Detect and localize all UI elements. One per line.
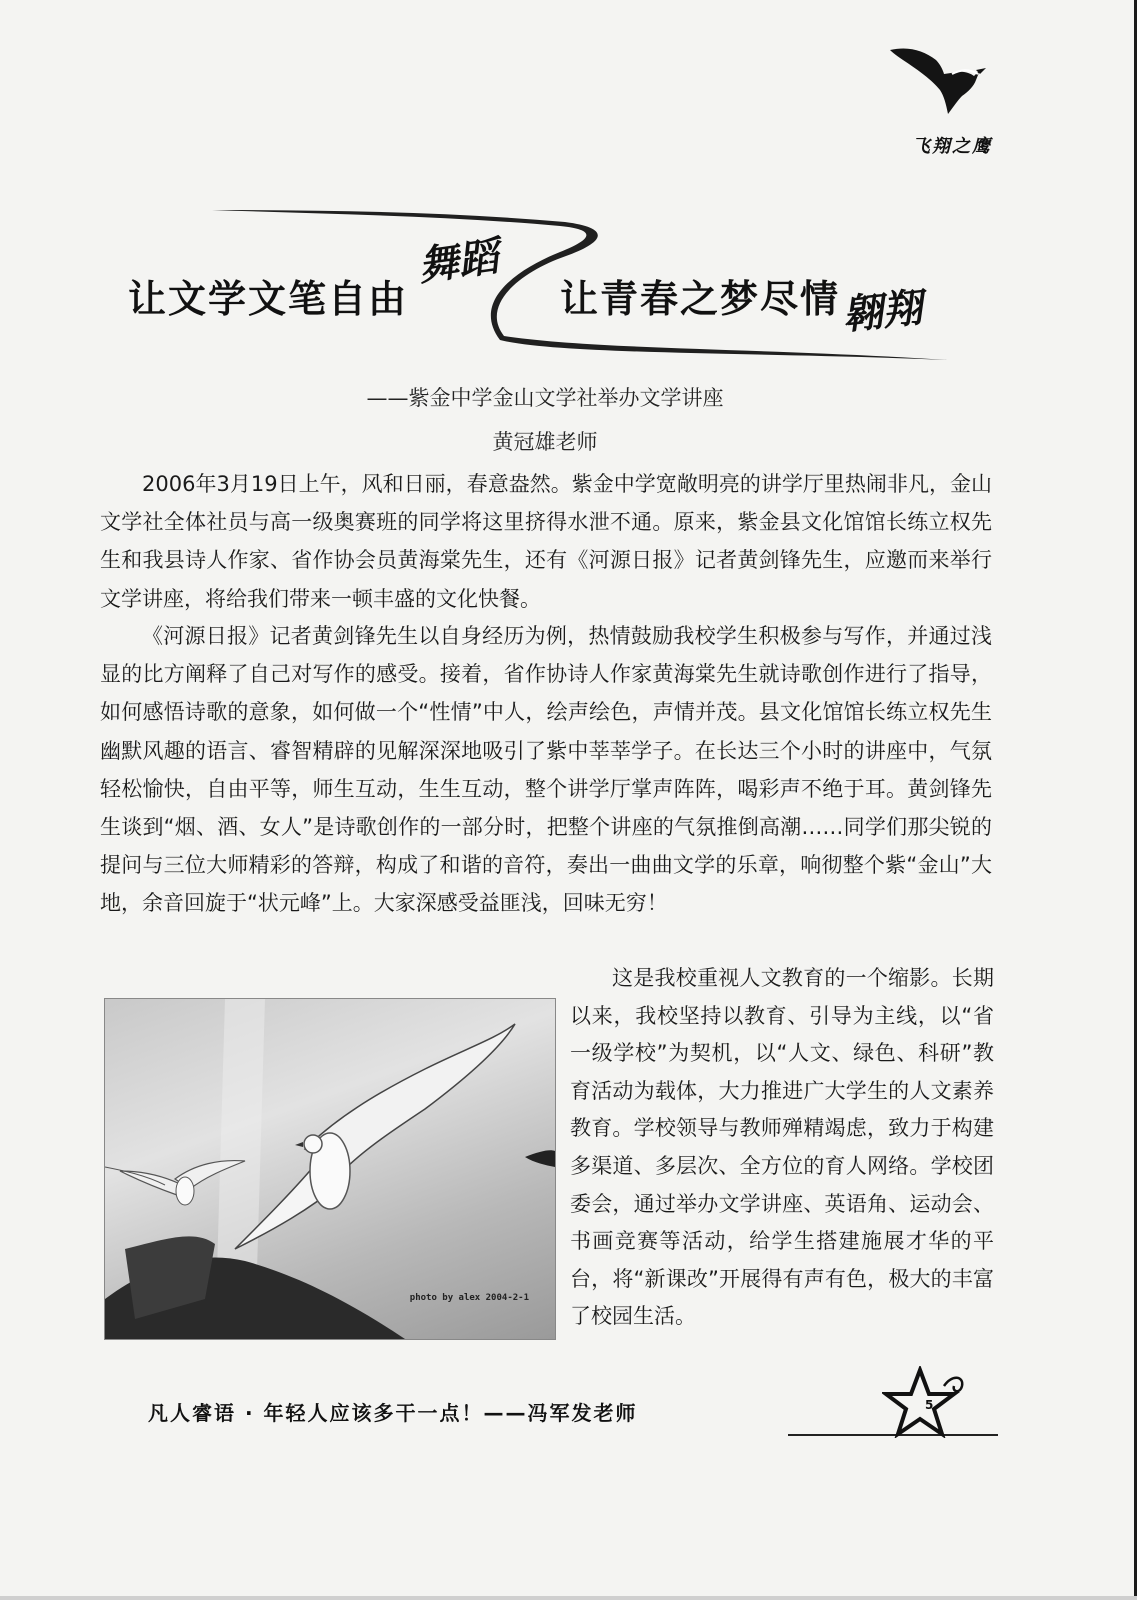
paragraph-2: 《河源日报》记者黄剑锋先生以自身经历为例，热情鼓励我校学生积极参与写作，并通过浅显的比方阐释了自己对写作的感受。接着，省作协诗人作家黄海棠先生就诗歌创作进行了指导，如何感悟诗歌的意象，如何做一个“性情”中人，绘声绘色，声情并茂。县文化馆馆长练立权先生幽默风趣的语言、睿智精辟的见解深深地吸引了紫中莘莘学子。在长达三个小时的讲座中，气氛轻松愉快，自由平等，师生互动，生生互动，整个讲学厅掌声阵阵，喝彩声不绝于耳。黄剑锋先生谈到“烟、酒、女人”是诗歌创作的一部分时，把整个讲座的气氛推倒高潮……同学们那尖锐的提问与三位大师精彩的答辩，构成了和谐的音符，奏出一曲曲文学的乐章，响彻整个紫“金山”大地，余音回旋于“状元峰”上。大家深感受益匪浅，回味无穷！ (100, 624, 992, 916)
paragraph-3: 这是我校重视人文教育的一个缩影。长期以来，我校坚持以教育、引导为主线，以“省一级学校”为契机，以“人文、绿色、科研”教育活动为载体，大力推进广大学生的人文素养教育。学校领导与教师殚精竭虑，致力于构建多渠道、多层次、全方位的育人网络。学校团委会，通过举办文学讲座、英语角、运动会、书画竞赛等活动，给学生搭建施展才华的平台，将“新课改”开展得有声有色，极大的丰富了校园生活。 (570, 966, 994, 1329)
article-author: 黄冠雄老师 (492, 430, 598, 454)
headline-emph2: 翱翔 (840, 283, 925, 340)
headline-part1: 让文学文笔自由 (128, 277, 409, 321)
paragraph-1: 2006年3月19日上午，风和日丽，春意盎然。紫金中学宽敞明亮的讲学厅里热闹非凡，金山文学社全体社员与高一级奥赛班的同学将这里挤得水泄不通。原来，紫金县文化馆馆长练立权先生和我县诗人作家、省作协会员黄海棠先生，还有《河源日报》记者黄剑锋先生，应邀而来举行文学讲座，将给我们带来一顿丰盛的文化快餐。 (100, 472, 992, 611)
headline-part2: 让青春之梦尽情 (560, 277, 841, 321)
page-bottom-edge (0, 1596, 1137, 1600)
logo-caption: 飞翔之鹰 (912, 136, 992, 157)
seagulls-image (104, 998, 556, 1340)
article-subtitle: ——紫金中学金山文学社举办文学讲座 (366, 386, 724, 410)
seagulls-illustration (105, 999, 555, 1339)
headline-swoosh (0, 0, 1137, 400)
page-number: 5 (925, 1398, 934, 1412)
headline-emph1: 舞蹈 (415, 232, 502, 291)
footer-quote: 凡人睿语 · 年轻人应该多干一点！——冯军发老师 (148, 1401, 638, 1425)
photo-credit: photo by alex 2004-2-1 (409, 1293, 529, 1303)
